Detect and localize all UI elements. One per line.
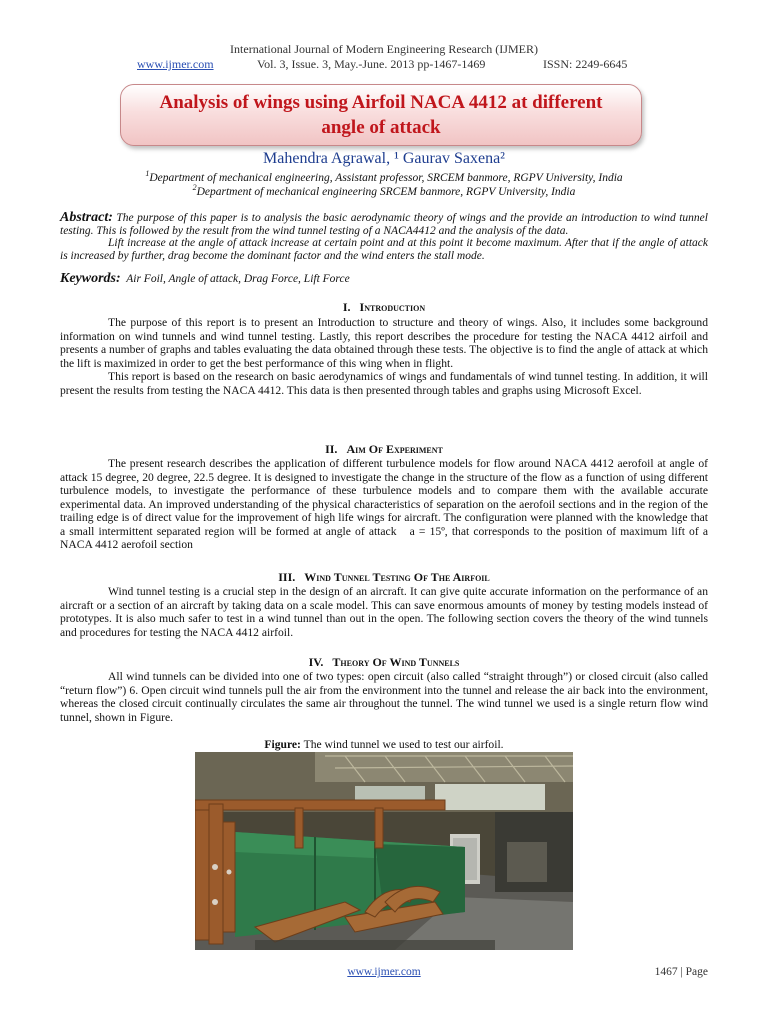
section-body-theory — [60, 670, 708, 724]
section-number: II. — [325, 442, 338, 456]
section-title: Theory Of Wind Tunnels — [332, 655, 460, 669]
paragraph: All wind tunnels can be divided into one of two types: open circuit (also called “straight through”) or closed circuit (also called “return flow”) 6. Open circuit wind tunnels pull the air from the environment into the tunnel and release the air back into the environment, whereas the closed circuit continually circulates the same air throughout the tunnel. The wind tunnel we used is a single return flow wind tunnel, shown in Figure. — [60, 670, 708, 724]
wind-tunnel-photo-image — [195, 752, 573, 950]
section-heading-wind-tunnel-testing — [0, 570, 768, 585]
section-heading-aim — [0, 442, 768, 457]
figure-caption — [0, 738, 768, 751]
keywords — [60, 271, 708, 287]
affiliation-2 — [0, 183, 768, 198]
affiliation-text: Department of mechanical engineering SRCEM banmore, RGPV University, India — [196, 185, 576, 198]
abstract-label: Abstract: — [60, 210, 113, 225]
section-number: IV. — [308, 655, 324, 669]
section-number: III. — [278, 570, 296, 584]
figure-caption-text: The wind tunnel we used to test our airfoil. — [303, 738, 504, 751]
section-body-wind-tunnel-testing — [60, 585, 708, 639]
paper-title-line2: angle of attack — [321, 117, 441, 138]
affiliation-mark: 2 — [192, 183, 197, 192]
section-title: Aim Of Experiment — [346, 442, 443, 456]
section-heading-introduction — [0, 300, 768, 315]
affiliation-mark: 1 — [145, 169, 150, 178]
keywords-text: Air Foil, Angle of attack, Drag Force, Lift Force — [126, 273, 350, 285]
section-heading-theory — [0, 655, 768, 670]
page-number: 1467 | Page — [654, 966, 708, 978]
wind-tunnel-photo — [195, 752, 573, 950]
paper-title-line1: Analysis of wings using Airfoil NACA 4412 at different — [159, 92, 603, 113]
paragraph: The purpose of this report is to present an Introduction to structure and theory of wings. Also, it includes some background information on wind tunnels and wind tunnel testing. Lastly, this report describes the procedure for testing the NACA 4412 airfoil and presents a number of graphs and tables evaluating the data obtained through these tests. The objective is to find the angle of attack at which the lift is maximized in order to get the best performance of this wing when in flight. — [60, 316, 708, 370]
affiliation-text: Department of mechanical engineering, Assistant professor, SRCEM banmore, RGPV University, India — [149, 171, 623, 184]
abstract — [60, 212, 708, 262]
paper-title-box — [120, 84, 642, 146]
figure-label: Figure: — [264, 738, 301, 751]
keywords-label: Keywords: — [60, 271, 121, 286]
authors: Mahendra Agrawal, ¹ Gaurav Saxena² — [263, 150, 505, 167]
abstract-text-2: Lift increase at the angle of attack increase at certain point and at this point it become maximum. After that if the angle of attack is increased by further, drag become the dominant factor and the wind enters the stall mode. — [60, 237, 708, 262]
journal-url-link[interactable]: www.ijmer.com — [137, 57, 214, 71]
paper-title — [131, 90, 631, 140]
abstract-text-1: The purpose of this paper is to analysis the basic aerodynamic theory of wings and the provide an introduction to wind tunnel testing. This is followed by the result from the wind tunnel testing of a NACA4412 and the analysis of the data. — [60, 212, 708, 237]
paragraph: This report is based on the research on basic aerodynamics of wings and fundamentals of wind tunnel testing. In addition, it will present the results from testing the NACA 4412. This data is then presented through tables and graphs using Microsoft Excel. — [60, 370, 708, 397]
journal-issn: ISSN: 2249-6645 — [543, 57, 628, 71]
section-title: Wind Tunnel Testing Of The Airfoil — [304, 570, 490, 584]
journal-name: International Journal of Modern Engineering Research (IJMER) — [230, 42, 538, 56]
footer-url-link[interactable]: www.ijmer.com — [347, 966, 421, 978]
paragraph: The present research describes the application of different turbulence models for flow around NACA 4412 aerofoil at angle of attack 15 degree, 20 degree, 22.5 degree. It is designed to investigate the change in the structure of the flow as a function of using different turbulence models, to investigate the performance of these turbulence models and to compare them with the available accurate experimental data. An improved understanding of the physical characteristics of separation on the aerofoil sections and in the region of the trailing edge is of direct value for the improvement of high life wings for aircraft. The configuration were planned with the knowledge that a small intermittent separated region will be formed at angle of attack a = 15º, that corresponds to the position of maximum lift of a NACA 4412 aerofoil section — [60, 457, 708, 551]
section-body-aim — [60, 457, 708, 552]
section-body-introduction — [60, 316, 708, 397]
journal-volume: Vol. 3, Issue. 3, May.-June. 2013 pp-1467-1469 — [257, 57, 486, 71]
affiliation-1 — [0, 169, 768, 184]
section-title: Introduction — [359, 300, 426, 314]
paragraph: Wind tunnel testing is a crucial step in the design of an aircraft. It can give quite accurate information on the performance of an aircraft or a section of an aircraft by taking data on a scale model. This can save enormous amounts of money by testing models instead of prototypes. It is also much safer to test in a wind tunnel than out in the open. The following section covers the theory of the wind tunnels and procedures for testing the NACA 4412 airfoil. — [60, 585, 708, 639]
section-number: I. — [342, 300, 351, 314]
